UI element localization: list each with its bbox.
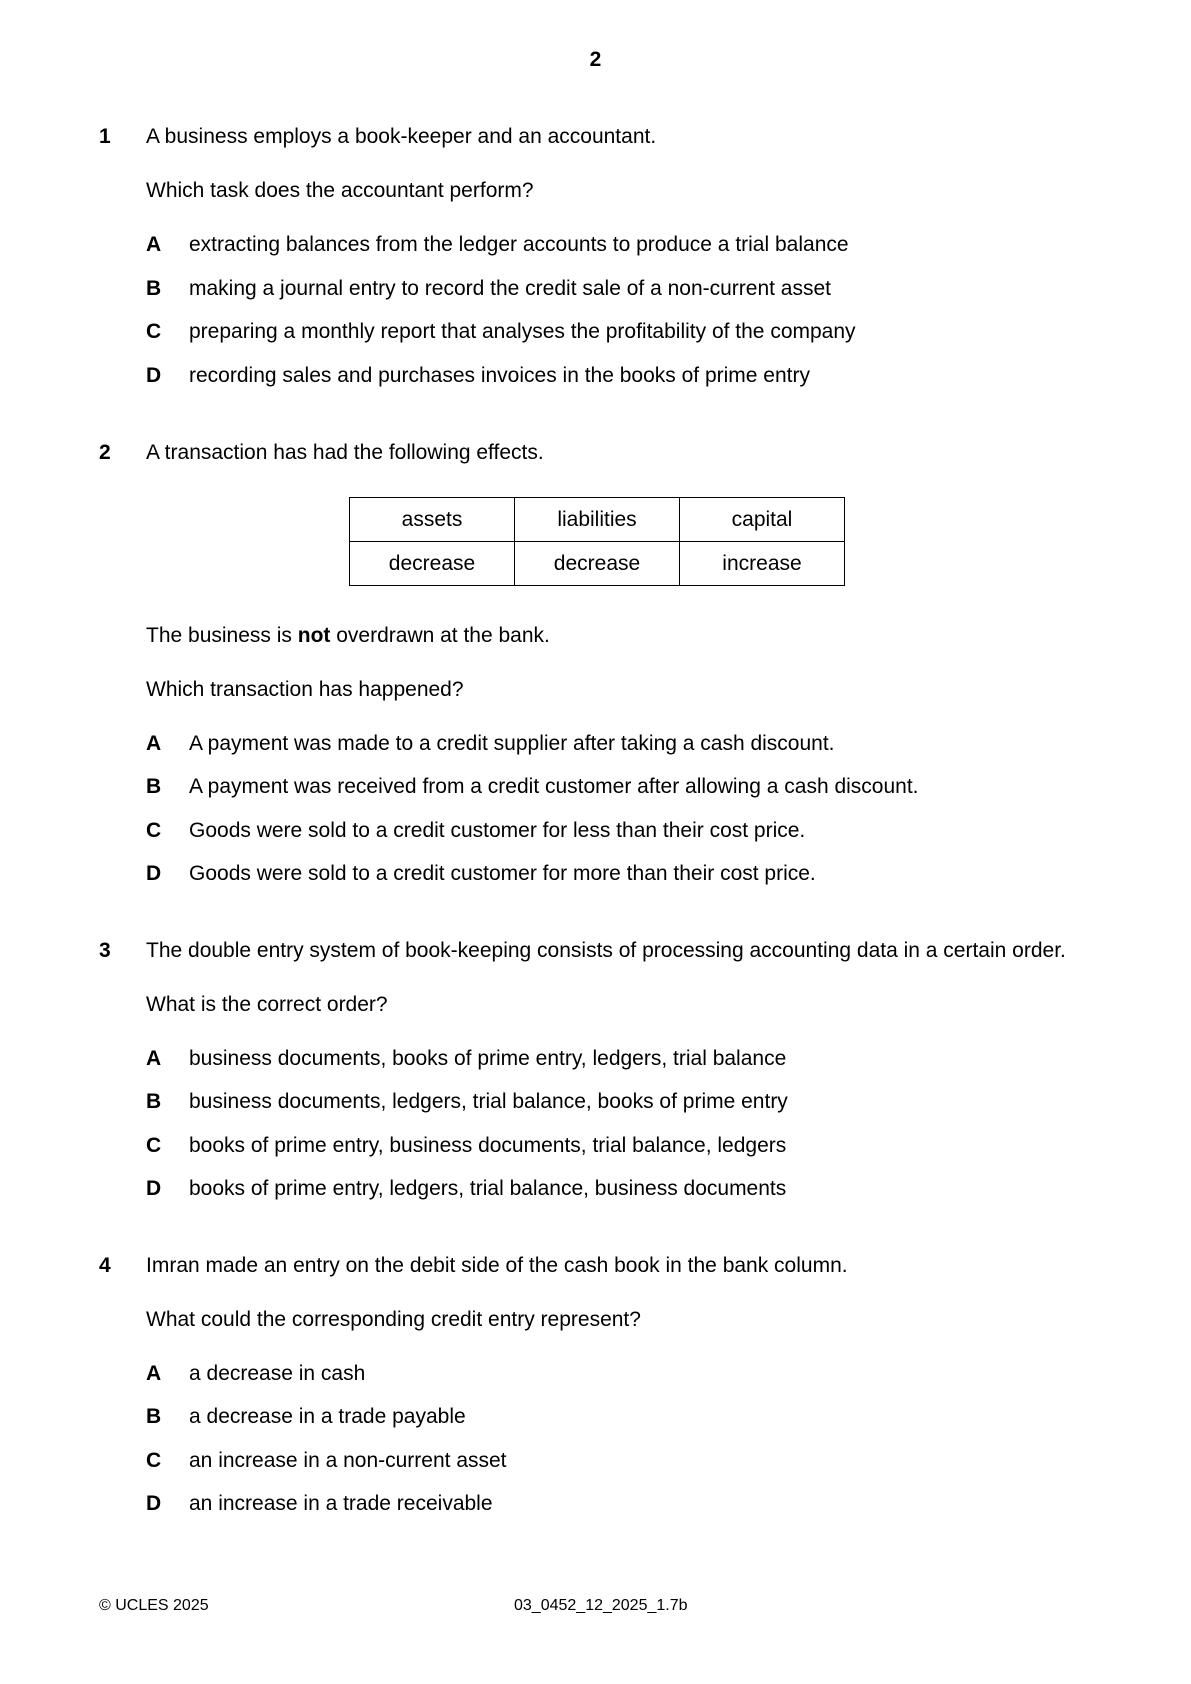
option-letter: A xyxy=(146,732,162,755)
option-text: a decrease in cash xyxy=(189,1362,366,1385)
question-number: 2 xyxy=(99,441,111,464)
note-text: overdrawn at the bank. xyxy=(330,624,550,647)
question-number: 4 xyxy=(99,1254,111,1277)
option-letter: A xyxy=(146,1362,162,1385)
option-letter: A xyxy=(146,1047,162,1070)
table-row xyxy=(350,542,845,586)
question-prompt: Which transaction has happened? xyxy=(146,678,464,701)
option-text: business documents, ledgers, trial balance, books of prime entry xyxy=(189,1090,788,1113)
question-prompt: Which task does the accountant perform? xyxy=(146,179,534,202)
option-letter: C xyxy=(146,320,162,343)
option-text: an increase in a trade receivable xyxy=(189,1492,493,1515)
question-prompt: What is the correct order? xyxy=(146,993,388,1016)
option-text: A payment was received from a credit customer after allowing a cash discount. xyxy=(189,775,919,798)
question-stem: A transaction has had the following effects. xyxy=(146,441,544,464)
table-header-cell: assets xyxy=(350,498,515,542)
question-note xyxy=(146,624,550,648)
question-stem: The double entry system of book-keeping consists of processing accounting data in a certain order. xyxy=(146,939,1066,962)
page-number: 2 xyxy=(589,48,602,71)
option-text: books of prime entry, ledgers, trial balance, business documents xyxy=(189,1177,787,1200)
option-letter: B xyxy=(146,277,162,300)
option-letter: D xyxy=(146,862,162,885)
question-stem: Imran made an entry on the debit side of the cash book in the bank column. xyxy=(146,1254,848,1277)
table-cell: decrease xyxy=(515,542,680,586)
option-letter: D xyxy=(146,1492,162,1515)
option-text: recording sales and purchases invoices in the books of prime entry xyxy=(189,364,810,387)
question-stem: A business employs a book-keeper and an accountant. xyxy=(146,125,657,148)
option-letter: A xyxy=(146,233,162,256)
option-text: books of prime entry, business documents, trial balance, ledgers xyxy=(189,1134,787,1157)
table-header-cell: capital xyxy=(680,498,845,542)
option-text: extracting balances from the ledger accounts to produce a trial balance xyxy=(189,233,849,256)
option-letter: D xyxy=(146,364,162,387)
table-cell: increase xyxy=(680,542,845,586)
option-text: an increase in a non-current asset xyxy=(189,1449,507,1472)
note-text: The business is xyxy=(146,624,298,647)
option-text: A payment was made to a credit supplier after taking a cash discount. xyxy=(189,732,835,755)
effects-table xyxy=(349,497,845,586)
note-emphasis: not xyxy=(297,624,331,647)
option-letter: C xyxy=(146,819,162,842)
question-number: 3 xyxy=(99,939,111,962)
option-letter: B xyxy=(146,1090,162,1113)
option-text: making a journal entry to record the credit sale of a non-current asset xyxy=(189,277,831,300)
footer-copyright: © UCLES 2025 xyxy=(99,1597,209,1614)
footer-code: 03_0452_12_2025_1.7b xyxy=(514,1597,688,1614)
option-letter: D xyxy=(146,1177,162,1200)
option-letter: C xyxy=(146,1449,162,1472)
option-letter: C xyxy=(146,1134,162,1157)
option-text: preparing a monthly report that analyses the profitability of the company xyxy=(189,320,856,343)
table-header-cell: liabilities xyxy=(515,498,680,542)
option-letter: B xyxy=(146,775,162,798)
option-text: Goods were sold to a credit customer for less than their cost price. xyxy=(189,819,806,842)
option-text: a decrease in a trade payable xyxy=(189,1405,466,1428)
option-text: business documents, books of prime entry, ledgers, trial balance xyxy=(189,1047,787,1070)
question-prompt: What could the corresponding credit entry represent? xyxy=(146,1308,641,1331)
option-text: Goods were sold to a credit customer for more than their cost price. xyxy=(189,862,816,885)
option-letter: B xyxy=(146,1405,162,1428)
table-header-row xyxy=(350,498,845,542)
table-cell: decrease xyxy=(350,542,515,586)
question-number: 1 xyxy=(99,125,111,148)
